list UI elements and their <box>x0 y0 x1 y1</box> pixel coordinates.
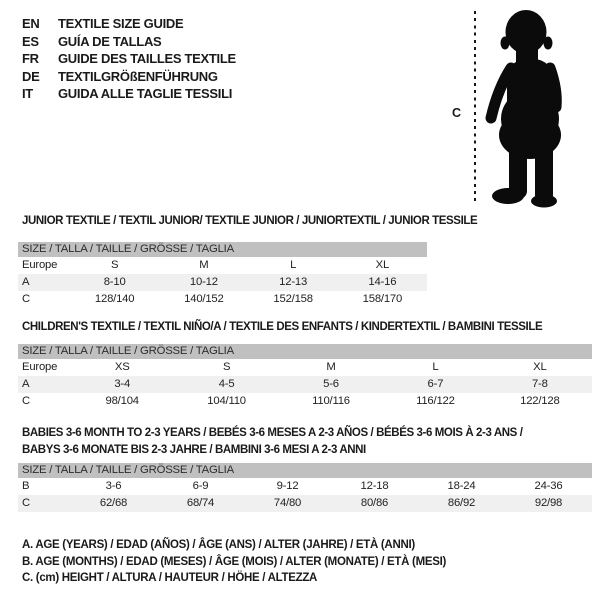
language-code: ES <box>22 33 39 49</box>
size-table-junior <box>18 242 427 308</box>
toddler-silhouette-icon <box>482 6 578 208</box>
language-title: TEXTILGRÖßENFÜHRUNG <box>58 68 218 84</box>
size-cell: 4-5 <box>218 378 235 390</box>
size-cell: 3-6 <box>105 480 122 492</box>
table-size-header: SIZE / TALLA / TAILLE / GRÖSSE / TAGLIA <box>18 344 592 359</box>
size-cell: 122/128 <box>520 395 560 407</box>
legend-height-cm: C. (cm) HEIGHT / ALTURA / HAUTEUR / HÖHE / ALTEZZA <box>22 572 318 585</box>
size-cell: 18-24 <box>447 480 476 492</box>
size-cell: 152/158 <box>273 293 313 305</box>
language-code: IT <box>22 86 33 101</box>
size-cell: 98/104 <box>105 395 139 407</box>
table-row-europe <box>18 359 592 376</box>
language-code: DE <box>22 68 40 84</box>
row-label: Europe <box>22 361 58 373</box>
size-cell: M <box>199 259 209 271</box>
language-row-de <box>22 68 236 86</box>
size-cell: 116/122 <box>416 395 455 407</box>
language-title: GUIDE DES TAILLES TEXTILE <box>58 51 236 66</box>
table-row-age <box>18 376 592 393</box>
size-cell: 68/74 <box>186 497 215 509</box>
size-cell: 6-9 <box>192 480 209 492</box>
size-cell: 140/152 <box>184 293 224 305</box>
size-cell: 110/116 <box>312 395 350 407</box>
size-cell: 9-12 <box>276 480 299 492</box>
size-cell: 8-10 <box>103 276 126 288</box>
table-row-age <box>18 274 427 291</box>
size-table-babies <box>18 463 592 512</box>
size-cell: 86/92 <box>447 497 476 509</box>
legend-age-years: A. AGE (YEARS) / EDAD (AÑOS) / ÂGE (ANS) / ALTER (JAHRE) / ETÀ (ANNI) <box>22 539 415 551</box>
size-cell: 74/80 <box>273 497 302 509</box>
size-cell: 158/170 <box>362 293 403 305</box>
size-cell: L <box>290 259 297 271</box>
row-label: Europe <box>22 259 58 271</box>
row-label: A <box>22 276 30 288</box>
language-title: GUÍA DE TALLAS <box>58 33 162 49</box>
size-cell: 92/98 <box>534 497 563 509</box>
language-row-es <box>22 33 236 51</box>
size-cell: M <box>326 361 336 373</box>
size-cell: 104/110 <box>207 395 246 407</box>
legend-age-months: B. AGE (MONTHS) / EDAD (MESES) / ÂGE (MOIS) / ALTER (MONATE) / ETÀ (MESI) <box>22 555 447 568</box>
language-title: TEXTILE SIZE GUIDE <box>58 16 184 31</box>
size-cell: 3-4 <box>114 378 131 390</box>
height-measure-dotted-line <box>474 11 476 204</box>
row-label: C <box>22 293 30 305</box>
table-size-header: SIZE / TALLA / TAILLE / GRÖSSE / TAGLIA <box>18 242 427 257</box>
language-list <box>22 15 236 103</box>
size-cell: XS <box>114 361 130 373</box>
size-cell: XL <box>375 259 390 271</box>
language-code: FR <box>22 51 39 66</box>
size-cell: 62/68 <box>99 497 128 509</box>
size-cell: 6-7 <box>427 378 444 390</box>
language-code: EN <box>22 16 40 31</box>
table-row-europe <box>18 257 427 274</box>
size-cell: 5-6 <box>323 378 339 390</box>
row-label: A <box>22 378 30 390</box>
section-title-babies-line2: BABYS 3-6 MONATE BIS 2-3 JAHRE / BAMBINI 3-6 MESI A 2-3 ANNI <box>22 444 366 456</box>
size-cell: S <box>222 361 231 373</box>
table-row-height <box>18 495 592 512</box>
language-title: GUIDA ALLE TAGLIE TESSILI <box>58 86 233 101</box>
size-cell: XL <box>533 361 547 373</box>
size-cell: L <box>432 361 439 373</box>
size-table-children <box>18 344 592 410</box>
measurement-legend <box>22 537 446 587</box>
section-title-babies-line1: BABIES 3-6 MONTH TO 2-3 YEARS / BEBÉS 3-6 MESES A 2-3 AÑOS / BÉBÉS 3-6 MOIS À 2-3 ANS / <box>22 427 523 439</box>
size-cell: S <box>110 259 119 271</box>
language-row-fr <box>22 50 236 68</box>
table-row-months <box>18 478 592 495</box>
row-label: C <box>22 395 30 407</box>
table-row-height <box>18 393 592 410</box>
row-label: C <box>22 497 30 509</box>
size-cell: 7-8 <box>531 378 548 390</box>
language-row-it <box>22 85 236 103</box>
language-row-en <box>22 15 236 33</box>
row-label: B <box>22 480 30 492</box>
table-size-header: SIZE / TALLA / TAILLE / GRÖSSE / TAGLIA <box>18 463 592 478</box>
size-cell: 80/86 <box>360 497 389 509</box>
height-measure-label: C <box>452 106 462 120</box>
size-cell: 128/140 <box>94 293 135 305</box>
section-title-junior: JUNIOR TEXTILE / TEXTIL JUNIOR/ TEXTILE JUNIOR / JUNIORTEXTIL / JUNIOR TESSILE <box>22 215 478 227</box>
section-title-babies <box>22 425 523 459</box>
size-cell: 14-16 <box>368 276 397 288</box>
size-cell: 10-12 <box>189 276 218 288</box>
size-cell: 24-36 <box>534 480 563 492</box>
section-title-children: CHILDREN'S TEXTILE / TEXTIL NIÑO/A / TEXTILE DES ENFANTS / KINDERTEXTIL / BAMBINI TESSILE <box>22 321 543 333</box>
size-cell: 12-13 <box>279 276 308 288</box>
size-cell: 12-18 <box>360 480 389 492</box>
table-row-height <box>18 291 427 308</box>
